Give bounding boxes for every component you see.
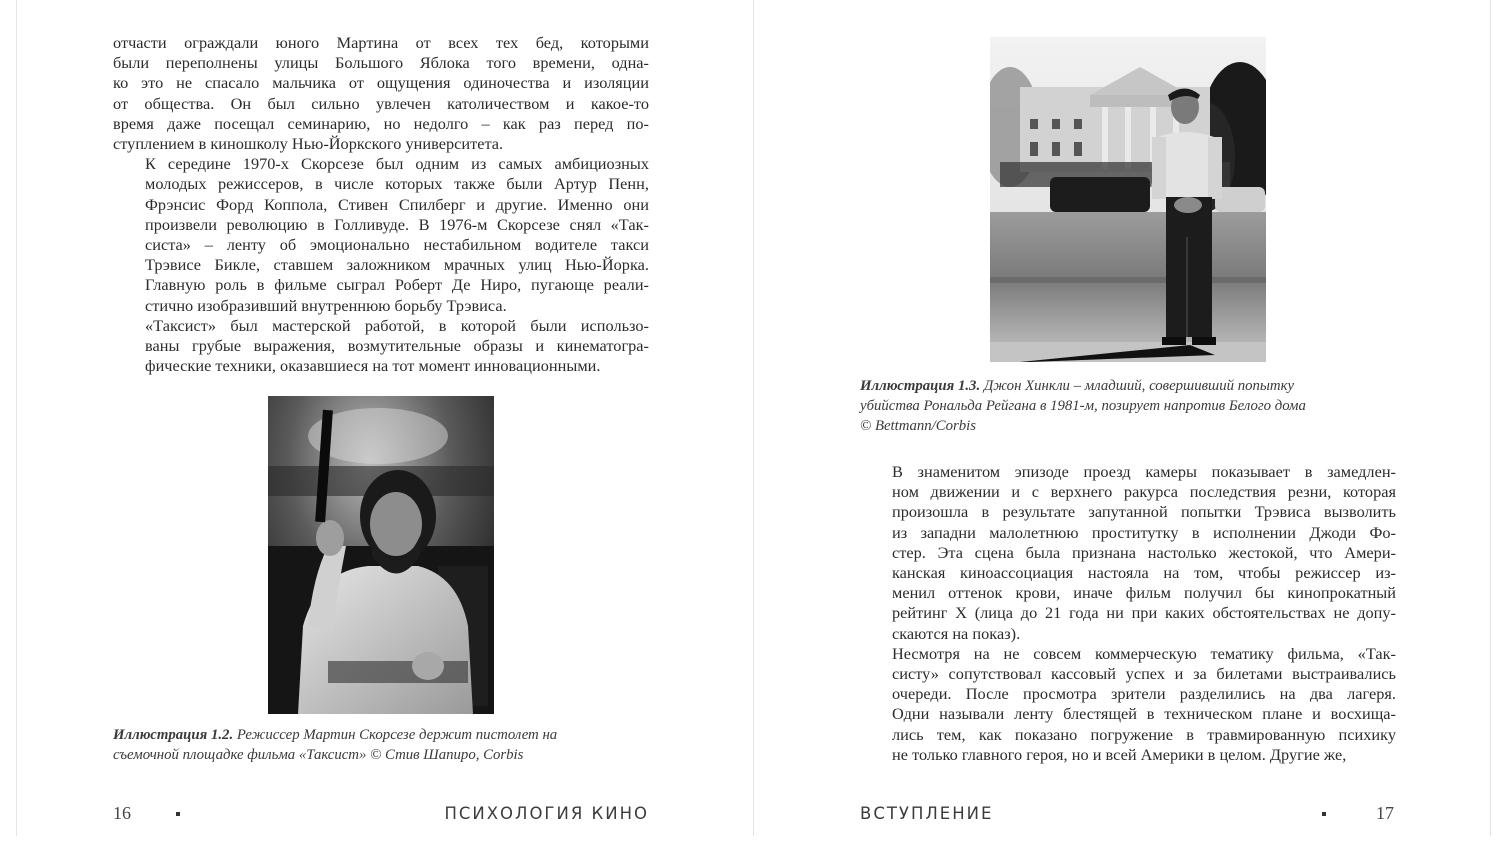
text-line: К середине 1970-х Скорсезе был одним из самых амбициозных [145, 154, 649, 174]
figure-1-3-photo [990, 37, 1266, 362]
paragraph [113, 154, 649, 316]
figure-1-2-caption [113, 725, 649, 765]
text-line: скаются на показ). [892, 623, 1021, 643]
left-page [113, 0, 649, 847]
text-line: стер. Эта сцена была признана настолько жестокой, что Амери- [892, 542, 1396, 562]
figure-1-3-caption [860, 376, 1396, 437]
text-line: из западни малолетнюю проститутку в исполнении Джоди Фо- [892, 522, 1396, 542]
text-line: Несмотря на не совсем коммерческую тематику фильма, «Так- [892, 643, 1396, 663]
text-line: менил оттенок крови, иначе фильм получил бы кинопрокатный [892, 583, 1396, 603]
text-line: ко это не спасало мальчика от ощущения одиночества и изоляции [113, 73, 649, 93]
page-edge-left [16, 0, 17, 836]
text-line: от общества. Он был сильно увлечен католичеством и какое-то [113, 93, 649, 113]
text-line: очереди. После просмотра зрители разделились на два лагеря. [892, 684, 1396, 704]
figure-1-2-caption-line-1: Режиссер Мартин Скорсезе держит пистолет на [233, 727, 558, 743]
text-line: канская киноассоциация настояла на том, чтобы режиссер из- [892, 563, 1396, 583]
text-line: стично изобразивший внутреннюю борьбу Трэвиса. [145, 295, 507, 315]
paragraph [860, 644, 1396, 765]
figure-1-3-caption-line-1: Джон Хинкли – младший, совершивший попытку [980, 378, 1295, 394]
paragraph [113, 33, 649, 154]
figure-1-2-label: Иллюстрация 1.2. [113, 727, 234, 743]
text-line: были переполнены улицы Большого Яблока того времени, одна- [113, 53, 649, 73]
text-line: молодых режиссеров, в числе которых также были Артур Пенн, [145, 174, 649, 194]
page-edge-right [1490, 0, 1491, 836]
text-line: время даже посещал семинарию, но недолго – как раз перед по- [113, 113, 649, 133]
text-line: не только главного героя, но и всей Америки в целом. Другие же, [892, 744, 1347, 764]
running-head-book-title: ПСИХОЛОГИЯ КИНО [444, 804, 649, 823]
page-number-left: 16 [113, 803, 131, 823]
text-line: ваны грубые выражения, возмутительные образы и кинематогра- [145, 336, 649, 356]
figure-1-2-photo [268, 396, 494, 714]
figure-1-3-caption-line-2: убийства Рональда Рейгана в 1981-м, позирует напротив Белого дома [860, 398, 1306, 415]
text-line: ном движении и с верхнего ракурса последствия резни, которая [892, 482, 1396, 502]
text-line: В знаменитом эпизоде проезд камеры показывает в замедлен- [892, 462, 1396, 481]
right-page-body-text [860, 462, 1396, 765]
text-line: рейтинг X (лица до 21 года ни при каких обстоятельствах не допу- [892, 603, 1396, 623]
running-head-chapter-title: ВСТУПЛЕНИЕ [860, 804, 994, 823]
right-page [860, 0, 1396, 847]
figure-1-3-caption-line-3: © Bettmann/Corbis [860, 418, 977, 435]
paragraph [113, 316, 649, 377]
scorsese-photo-image [268, 396, 494, 714]
text-line: систу» сопутствовал кассовый успех и за билетами выстраивались [892, 664, 1396, 684]
page-number-right: 17 [1376, 803, 1394, 823]
right-page-footer [860, 801, 1396, 825]
paragraph [860, 462, 1396, 644]
text-line: произвели революцию в Голливуде. В 1976-м Скорсезе снял «Так- [145, 214, 649, 234]
figure-1-3-label: Иллюстрация 1.3. [860, 378, 981, 394]
text-line: Одни называли ленту блестящей в техническом плане и восхища- [892, 704, 1396, 724]
text-line: лись тем, как показано погружение в травмированную психику [892, 724, 1396, 744]
text-line: систа» – ленту об эмоционально нестабильном водителе такси [145, 235, 649, 255]
text-line: Трэвисе Бикле, ставшем заложником мрачных улиц Нью-Йорка. [145, 255, 649, 275]
footer-bullet-icon [176, 812, 180, 816]
text-line: «Таксист» был мастерской работой, в которой были использо- [145, 315, 649, 335]
left-page-body-text [113, 33, 649, 376]
text-line: Фрэнсис Форд Коппола, Стивен Спилберг и другие. Именно они [145, 194, 649, 214]
spine-divider [753, 0, 754, 836]
footer-bullet-icon [1322, 812, 1326, 816]
hinckley-photo-image [990, 37, 1266, 362]
left-page-footer [113, 801, 649, 825]
figure-1-2-caption-line-2: съемочной площадке фильма «Таксист» © Стив Шапиро, Corbis [113, 747, 524, 764]
text-line: ступлением в киношколу Нью-Йоркского университета. [113, 134, 504, 154]
text-line: Главную роль в фильме сыграл Роберт Де Ниро, пугающе реали- [145, 275, 649, 295]
text-line: произошла в результате запутанной попытки Трэвиса вызволить [892, 502, 1396, 522]
text-line: фические техники, оказавшиеся на тот момент инновационными. [145, 356, 601, 376]
text-line: отчасти ограждали юного Мартина от всех тех бед, которыми [113, 33, 649, 52]
